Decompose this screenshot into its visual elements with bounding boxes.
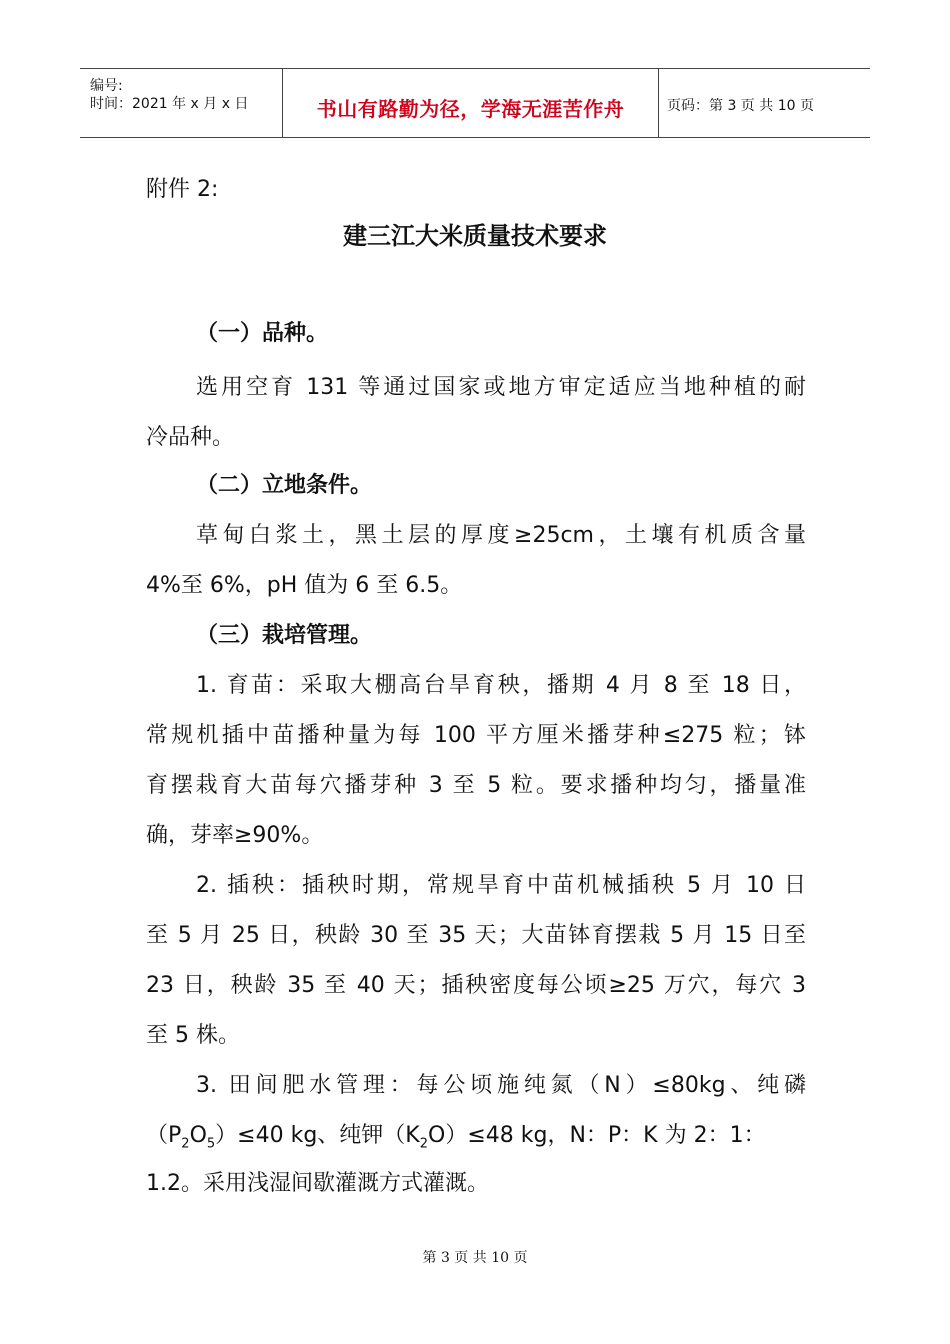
page-footer: 第 3 页 共 10 页 xyxy=(422,1250,528,1266)
paragraph-line: 4%至 6%，pH 值为 6 至 6.5。 xyxy=(146,573,463,598)
subscript: 5 xyxy=(206,1136,216,1152)
formula-text: （P xyxy=(146,1123,182,1148)
paragraph-line: 至 5 株。 xyxy=(146,1023,240,1048)
paragraph-line: 至 5 月 25 日，秧龄 30 至 35 天；大苗钵育摆栽 5 月 15 日至 xyxy=(146,923,806,948)
header-motto: 书山有路勤为径，学海无涯苦作舟 xyxy=(316,97,625,121)
section-heading-site: （二）立地条件。 xyxy=(196,473,373,498)
paragraph-line: 1. 育苗：采取大棚高台旱育秧，播期 4 月 8 至 18 日， xyxy=(196,673,806,698)
header-meta-cell xyxy=(80,69,283,137)
paragraph-line: 1.2。采用浅湿间歇灌溉方式灌溉。 xyxy=(146,1171,489,1196)
header-page-cell xyxy=(659,69,870,137)
paragraph-line: 3. 田间肥水管理：每公顷施纯氮（N）≤80kg、纯磷 xyxy=(196,1073,806,1098)
section-heading-variety: （一）品种。 xyxy=(196,321,329,346)
header-page-info: 页码：第 3 页 共 10 页 xyxy=(667,98,814,114)
formula-text: ）≤40 kg、纯钾（K xyxy=(215,1123,420,1148)
paragraph-line: 育摆栽育大苗每穴播芽种 3 至 5 粒。要求播种均匀，播量准 xyxy=(146,773,806,798)
header-motto-cell xyxy=(283,69,659,137)
subscript: 2 xyxy=(181,1136,190,1152)
paragraph-line: 草甸白浆土，黑土层的厚度≥25cm，土壤有机质含量 xyxy=(196,523,806,548)
paragraph-line-formula xyxy=(146,1118,806,1151)
paragraph-line: 23 日，秧龄 35 至 40 天；插秧密度每公顷≥25 万穴，每穴 3 xyxy=(146,973,806,998)
paragraph-line: 2. 插秧：插秧时期，常规旱育中苗机械插秧 5 月 10 日 xyxy=(196,873,806,898)
document-header xyxy=(80,68,870,138)
paragraph-line: 选用空育 131 等通过国家或地方审定适应当地种植的耐 xyxy=(196,375,806,400)
formula-text: O xyxy=(189,1123,207,1148)
paragraph-line: 确，芽率≥90%。 xyxy=(146,823,324,848)
formula-text: O）≤48 kg，N：P：K 为 2：1： xyxy=(428,1123,766,1148)
subscript: 2 xyxy=(419,1136,429,1152)
document-number-label: 编号: xyxy=(90,78,123,94)
attachment-label: 附件 2: xyxy=(146,177,219,202)
section-heading-cultivation: （三）栽培管理。 xyxy=(196,623,373,648)
page-title: 建三江大米质量技术要求 xyxy=(343,221,607,250)
paragraph-line: 冷品种。 xyxy=(146,425,235,450)
paragraph-line: 常规机插中苗播种量为每 100 平方厘米播芽种≤275 粒；钵 xyxy=(146,723,806,748)
document-date: 时间：2021 年 x 月 x 日 xyxy=(90,96,249,112)
